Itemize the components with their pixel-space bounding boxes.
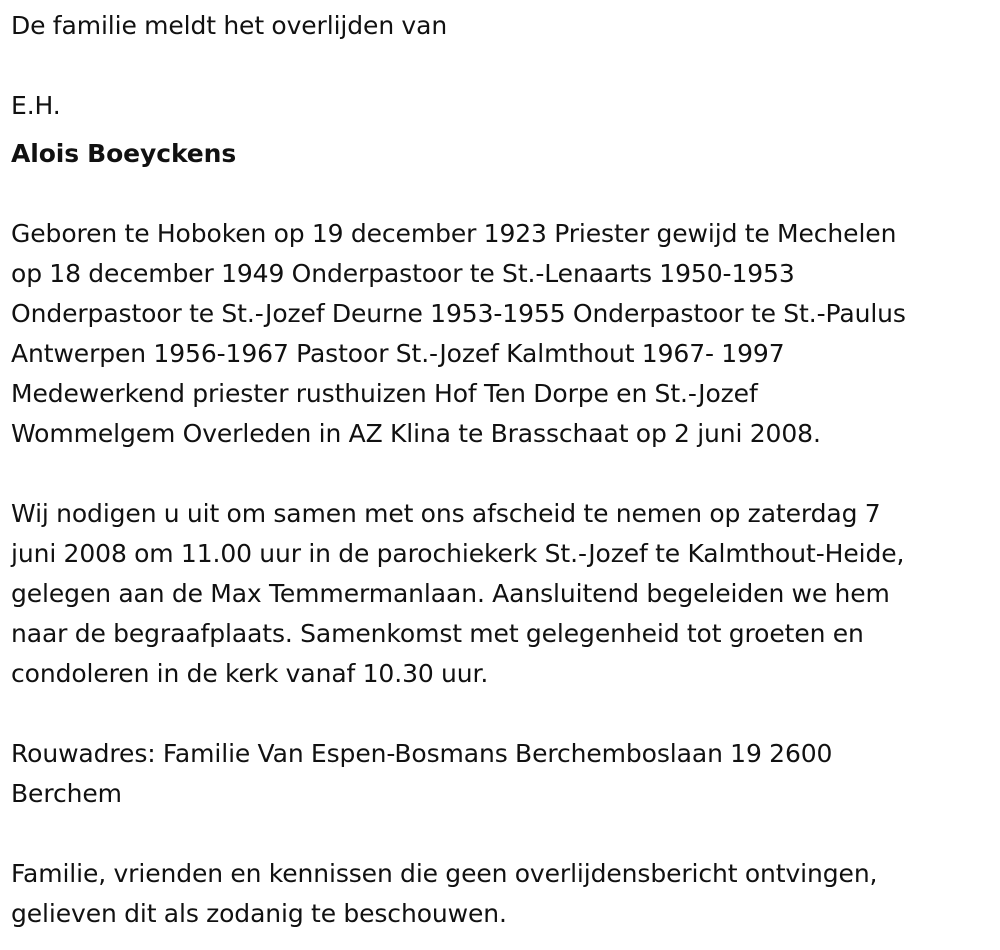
address-line: Rouwadres: Familie Van Espen-Bosmans Berchemboslaan 19 2600 [11, 739, 833, 768]
invitation-line: naar de begraafplaats. Samenkomst met gelegenheid tot groeten en [11, 619, 864, 648]
biography-paragraph [11, 214, 988, 454]
address-line: Berchem [11, 779, 122, 808]
invitation-line: juni 2008 om 11.00 uur in de parochiekerk St.-Jozef te Kalmthout-Heide, [11, 539, 905, 568]
intro-text: De familie meldt het overlijden van [11, 11, 448, 40]
biography-line: Medewerkend priester rusthuizen Hof Ten Dorpe en St.-Jozef [11, 379, 758, 408]
biography-line: Antwerpen 1956-1967 Pastoor St.-Jozef Kalmthout 1967- 1997 [11, 339, 785, 368]
invitation-paragraph [11, 494, 988, 694]
mourning-address-paragraph [11, 734, 988, 814]
deceased-name: Alois Boeyckens [11, 139, 237, 168]
biography-line: Wommelgem Overleden in AZ Klina te Brasschaat op 2 juni 2008. [11, 419, 821, 448]
biography-line: op 18 december 1949 Onderpastoor te St.-Lenaarts 1950-1953 [11, 259, 795, 288]
closing-line: Familie, vrienden en kennissen die geen overlijdensbericht ontvingen, [11, 859, 878, 888]
honorific-title: E.H. [11, 91, 61, 120]
biography-line: Onderpastoor te St.-Jozef Deurne 1953-1955 Onderpastoor te St.-Paulus [11, 299, 906, 328]
closing-paragraph [11, 854, 988, 934]
biography-line: Geboren te Hoboken op 19 december 1923 Priester gewijd te Mechelen [11, 219, 897, 248]
invitation-line: condoleren in de kerk vanaf 10.30 uur. [11, 659, 489, 688]
invitation-line: Wij nodigen u uit om samen met ons afscheid te nemen op zaterdag 7 [11, 499, 881, 528]
invitation-line: gelegen aan de Max Temmermanlaan. Aansluitend begeleiden we hem [11, 579, 890, 608]
closing-line: gelieven dit als zodanig te beschouwen. [11, 899, 507, 928]
